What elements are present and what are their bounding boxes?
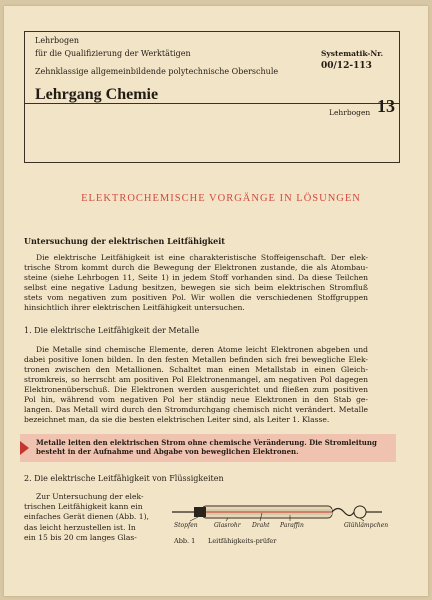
header-line-3: Zehnklassige allgemeinbildende polytechnische Oberschule: [35, 67, 279, 76]
liquids-line: ein 15 bis 20 cm langes Glas-: [24, 532, 137, 542]
intro-line: Die elektrische Leitfähigkeit ist eine charakteristische Stoffeigenschaft. Der elek-: [36, 253, 368, 262]
systematik-label: Systematik-Nr.: [321, 49, 384, 58]
pointer-lamp: [360, 518, 364, 521]
stopper: [194, 507, 206, 517]
systematik-number: 00/12-113: [321, 61, 372, 71]
liquids-line: trischen Leitfähigkeit kann ein: [24, 502, 143, 512]
liquids-line: einfaches Gerät dienen (Abb. 1),: [24, 512, 149, 522]
highlight-line: Metalle leiten den elektrischen Strom ohne chemische Veränderung. Die Stromleitung: [36, 438, 377, 447]
liquids-line: Zur Untersuchung der elek-: [36, 492, 144, 501]
figure-caption-number: Abb. 1: [174, 537, 196, 545]
course-title: Lehrgang Chemie: [35, 86, 159, 103]
intro-paragraph: [24, 253, 368, 313]
liquids-line: das leicht herzustellen ist. In: [24, 522, 136, 532]
sub-heading-metals: 1. Die elektrische Leitfähigkeit der Metalle: [24, 326, 200, 335]
section-heading: Untersuchung der elektrischen Leitfähigkeit: [24, 236, 225, 246]
lamp-bulb: [354, 506, 366, 518]
metals-line: bezeichnet man, da sie die besten elektrischen Leiter sind, als Leiter 1. Klasse.: [24, 415, 330, 424]
label-gluehlaempchen: Glühlämpchen: [344, 522, 389, 529]
header-box: [24, 31, 400, 163]
lehrbogen-number: 13: [377, 96, 395, 116]
label-paraffin: Paraffin: [280, 522, 304, 529]
metals-line: stromkreis, so herrscht am positiven Pol Elektronenmangel, am negativen Pol dagegen: [24, 375, 368, 384]
intro-line: steine (siehe Lehrbogen 11, Seite 1) in jedem Stoff vorhanden sind. Da diese Teilchen: [24, 273, 368, 282]
sub-heading-liquids: 2. Die elektrische Leitfähigkeit von Flüssigkeiten: [24, 474, 224, 483]
intro-line: stets vom negativen zum positiven Pol. Wir wollen die verschiedenen Stoffgruppen: [24, 293, 368, 302]
header-line-1: Lehrbogen: [35, 36, 79, 45]
label-stopfen: Stopfen: [174, 522, 198, 529]
pointer-stopfen: [190, 517, 198, 521]
label-draht: Draht: [252, 522, 270, 529]
intro-line: hinsichtlich ihrer elektrischen Leitfähigkeit untersuchen.: [24, 303, 245, 312]
highlight-text: [36, 438, 376, 456]
arrow-icon: [20, 441, 29, 455]
metals-paragraph: [24, 345, 368, 425]
figure-conductivity-tester: [168, 495, 398, 551]
page-title: ELEKTROCHEMISCHE VORGÄNGE IN LÖSUNGEN: [81, 193, 361, 204]
lehrbogen-label: Lehrbogen: [329, 108, 371, 117]
intro-line: selbst eine negative Ladung besitzen, bewegen sie sich beim elektrischen Stromfluß: [24, 283, 368, 292]
highlight-line: besteht in der Aufnahme und Abgabe von beweglichen Elektronen.: [36, 447, 299, 456]
intro-line: trische Strom kommt durch die Bewegung der Elektronen zustande, die als Atombau-: [24, 263, 368, 272]
figure-caption-text: Leitfähigkeits-prüfer: [208, 537, 277, 545]
label-glasrohr: Glasrohr: [214, 522, 241, 529]
liquids-paragraph: [24, 492, 156, 543]
metals-line: tronen zwischen den Metallionen. Schaltet man einen Metallstab in einen Gleich-: [24, 365, 368, 374]
metals-line: Elektronenüberschuß. Die Elektronen werden ausgerichtet und fließen zum positiven: [24, 385, 368, 394]
header-line-2: für die Qualifizierung der Werktätigen: [35, 49, 191, 58]
metals-line: dabei positive Ionen bilden. In den festen Metallen befinden sich frei bewegliche Elek-: [24, 355, 368, 364]
metals-line: Pol hin, während vom negativen Pol her ständig neue Elektronen in den Stab ge-: [24, 395, 368, 404]
metals-line: langen. Das Metall wird durch den Stromdurchgang chemisch nicht verändert. Metalle: [24, 405, 368, 414]
metals-line: Die Metalle sind chemische Elemente, deren Atome leicht Elektronen abgeben und: [36, 345, 368, 354]
wire-right: [332, 509, 354, 516]
